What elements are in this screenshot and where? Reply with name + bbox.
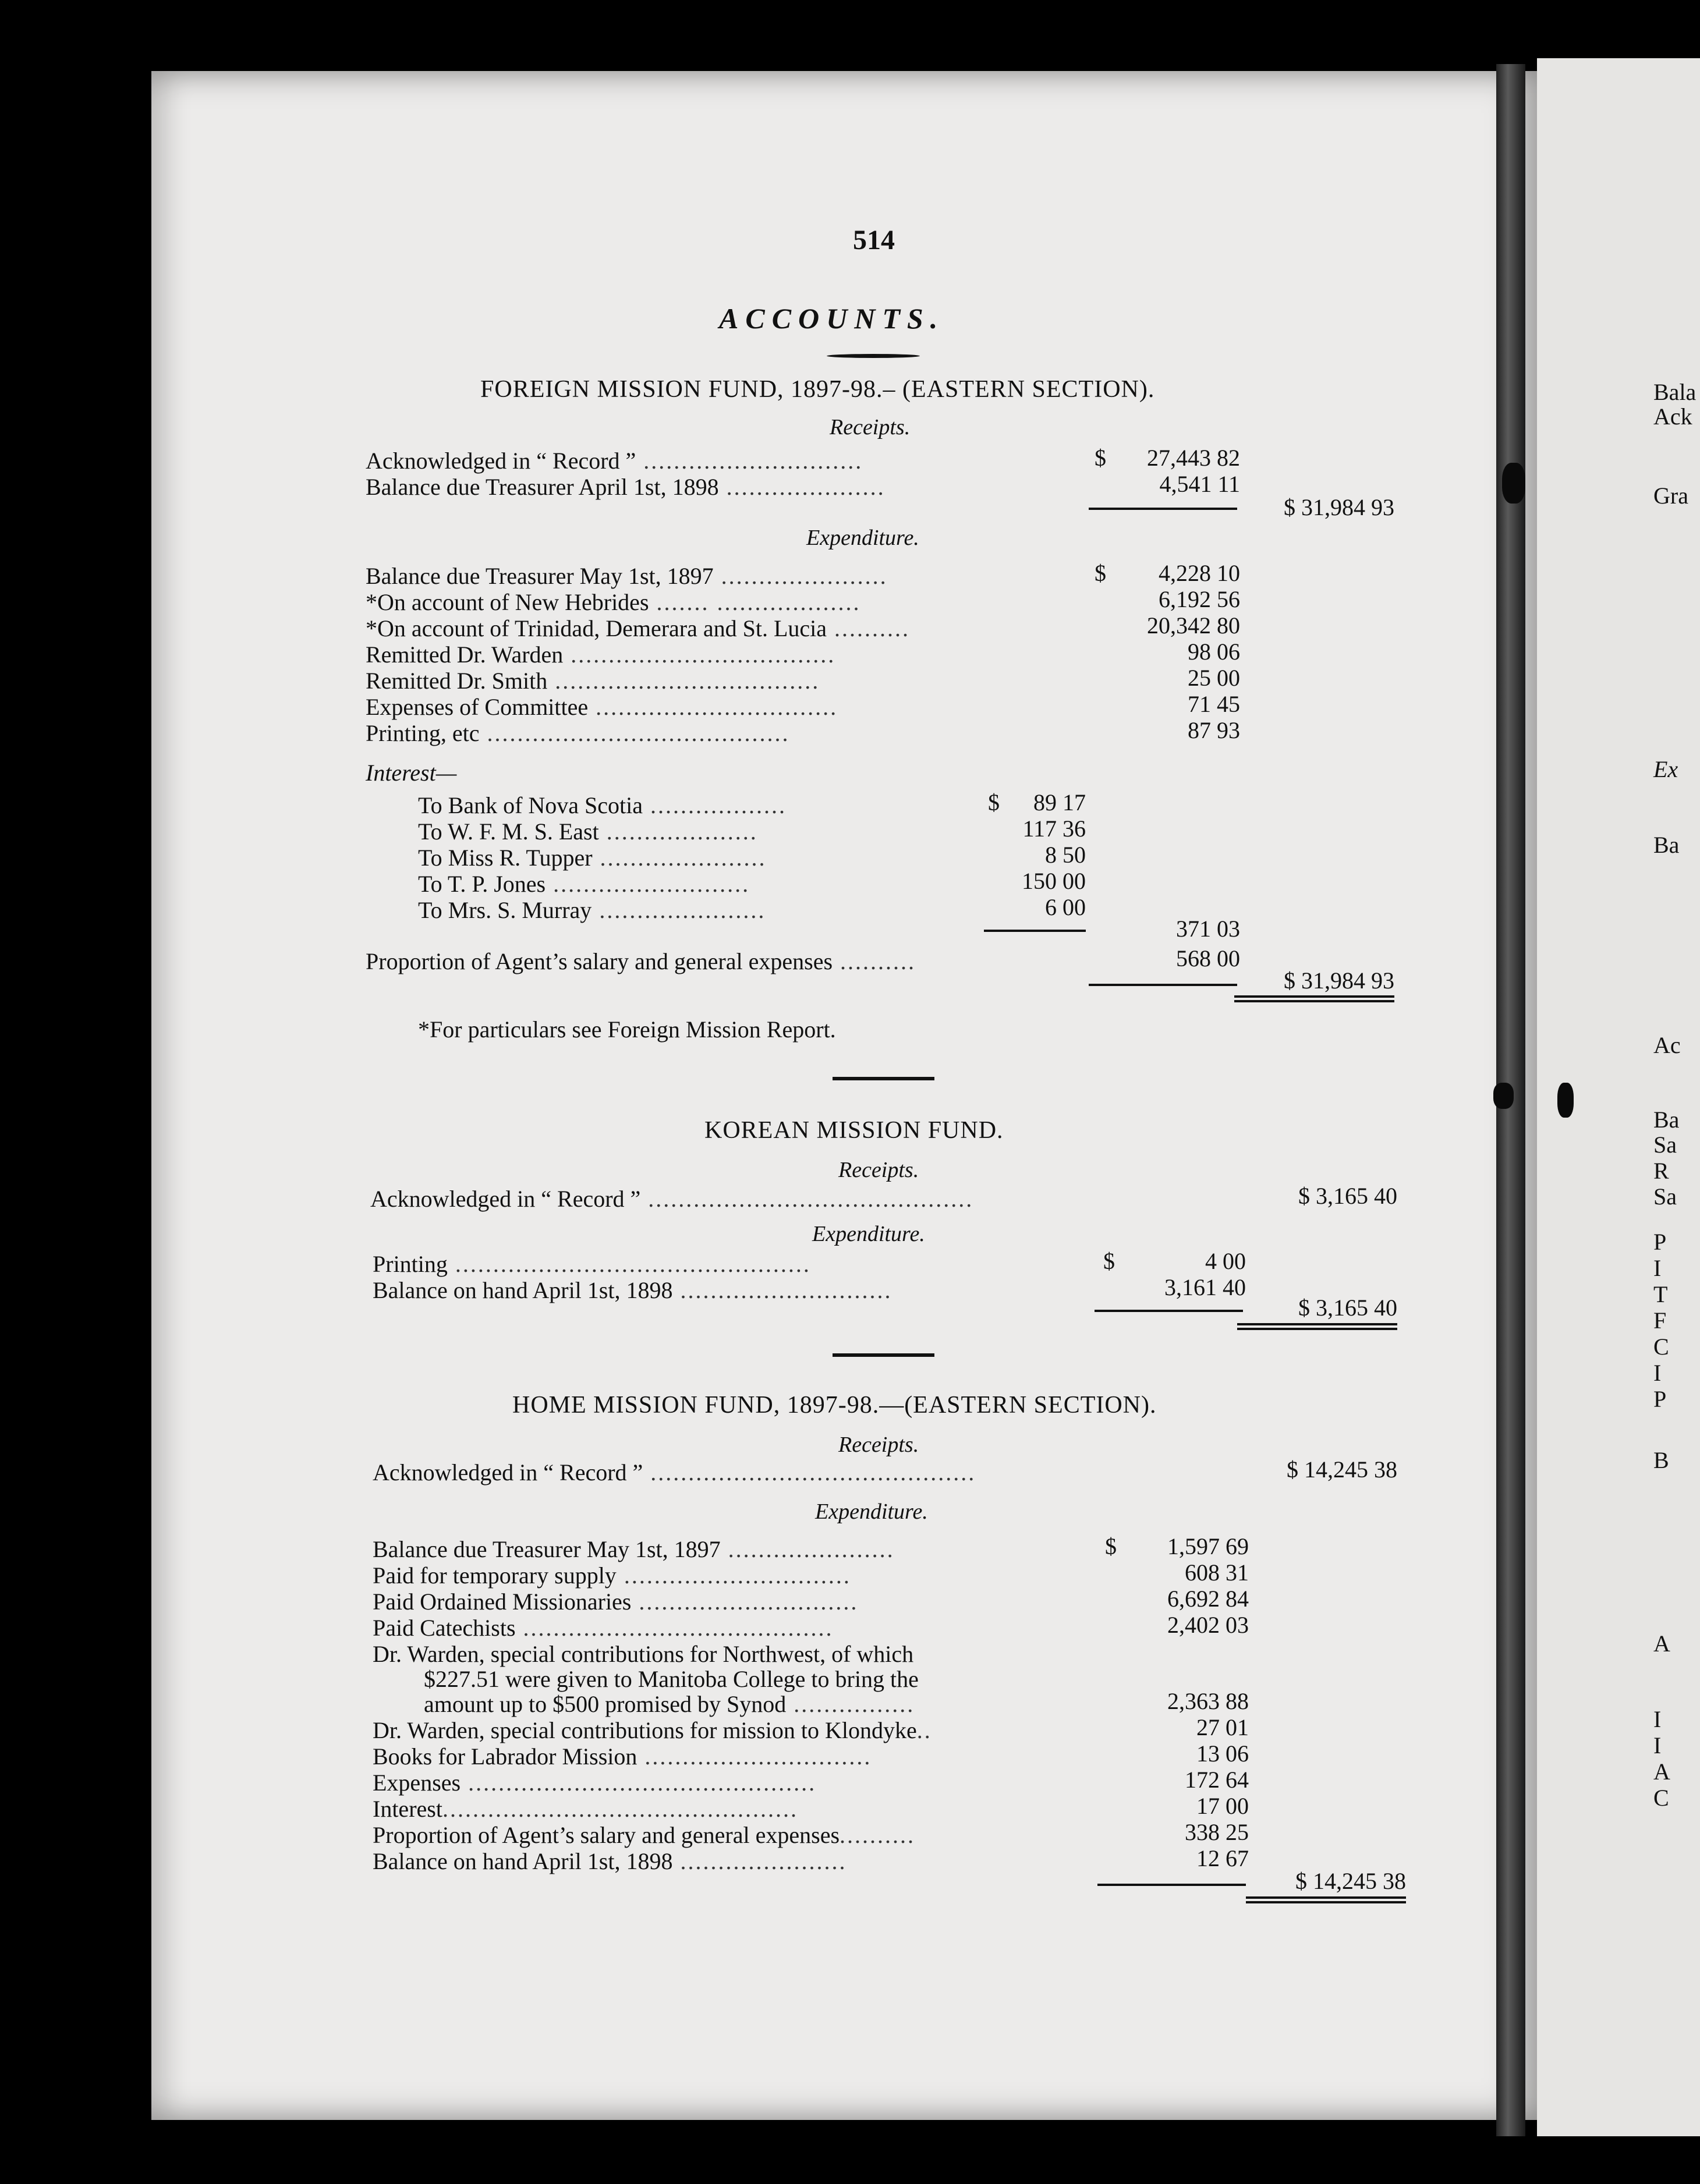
dollar-sign: $ — [988, 789, 1000, 816]
warden-line: amount up to $500 promised by Synod ................ — [424, 1691, 915, 1717]
korean-expenditure-amount: 4 00 — [1205, 1248, 1246, 1274]
home-expenditure-amount: 17 00 — [1196, 1793, 1249, 1819]
facing-page-fragment: Ba — [1653, 832, 1680, 858]
agent-salary-amount: 568 00 — [1176, 945, 1240, 972]
foreign-expenditure-row: Expenses of Committee ................................ — [366, 694, 838, 720]
total-double-rule — [1237, 1323, 1397, 1330]
subtotal-rule — [1089, 984, 1237, 986]
interest-row: To Bank of Nova Scotia .................. — [418, 792, 787, 818]
foreign-receipts-total: $ 31,984 93 — [1284, 494, 1394, 520]
korean-expenditure-row: Printing ............................................... — [373, 1251, 811, 1277]
facing-page-fragment: R — [1653, 1158, 1669, 1184]
home-expenditure-row: Balance due Treasurer May 1st, 1897 ...................... — [373, 1536, 895, 1562]
korean-receipts-label: Receipts. — [838, 1158, 919, 1182]
foreign-expenditure-amount: 87 93 — [1188, 717, 1240, 743]
facing-page-fragment: Ack — [1653, 403, 1692, 430]
facing-page-fragment: I — [1653, 1255, 1662, 1281]
foreign-expenditure-label: Expenditure. — [806, 526, 919, 550]
page-number: 514 — [853, 225, 895, 256]
foreign-footnote: *For particulars see Foreign Mission Report. — [418, 1016, 836, 1043]
facing-page-fragment: P — [1653, 1386, 1667, 1412]
home-expenditure-amount: 12 67 — [1196, 1845, 1249, 1871]
total-double-rule — [1234, 995, 1394, 1002]
warden-line: $227.51 were given to Manitoba College to bring the — [424, 1666, 919, 1692]
facing-page-fragment: C — [1653, 1785, 1669, 1811]
home-expenditure-amount: 2,402 03 — [1167, 1612, 1249, 1638]
interest-total: 371 03 — [1176, 916, 1240, 942]
interest-amount: 117 36 — [1022, 816, 1086, 842]
facing-page-fragment: A — [1653, 1630, 1670, 1657]
home-expenditure-amount: 6,692 84 — [1167, 1586, 1249, 1612]
facing-page-fragment: Sa — [1653, 1183, 1677, 1210]
foreign-receipt-row: Balance due Treasurer April 1st, 1898 ..................... — [366, 474, 886, 500]
facing-page-fragment: A — [1653, 1758, 1670, 1785]
subtotal-rule — [984, 930, 1086, 932]
foreign-expenditure-amount: 4,228 10 — [1159, 560, 1240, 586]
facing-page-fragment: Ex — [1653, 756, 1678, 782]
facing-page-fragment: P — [1653, 1229, 1667, 1255]
home-expenditure-row: Balance on hand April 1st, 1898 ...................... — [373, 1848, 847, 1874]
home-expenditure-row: Expenses .............................................. — [373, 1770, 817, 1796]
foreign-expenditure-amount: 98 06 — [1188, 639, 1240, 665]
interest-amount: 6 00 — [1045, 894, 1086, 920]
facing-page-fragment: F — [1653, 1307, 1667, 1334]
interest-amount: 89 17 — [1033, 789, 1086, 816]
foreign-expenditure-row: Remitted Dr. Warden ................................... — [366, 641, 836, 668]
facing-page-fragment: Sa — [1653, 1132, 1677, 1158]
korean-expenditure-amount: 3,161 40 — [1164, 1274, 1246, 1300]
interest-row: To Miss R. Tupper ...................... — [418, 845, 767, 871]
subtotal-rule — [1095, 1310, 1243, 1312]
facing-page-fragment: B — [1653, 1447, 1669, 1473]
subtotal-rule — [1097, 1884, 1246, 1886]
foreign-fund-title: FOREIGN MISSION FUND, 1897-98.– (EASTERN SECTION). — [480, 376, 1155, 403]
interest-label: Interest— — [366, 760, 457, 786]
foreign-expenditure-amount: 20,342 80 — [1147, 612, 1240, 639]
home-expenditure-amount: 1,597 69 — [1167, 1533, 1249, 1559]
korean-fund-title: KOREAN MISSION FUND. — [704, 1117, 1004, 1144]
home-expenditure-amount: 27 01 — [1196, 1714, 1249, 1740]
home-expenditure-amount: 338 25 — [1185, 1819, 1249, 1845]
home-expenditure-row: Dr. Warden, special contributions for mission to Klondyke.. — [373, 1717, 932, 1743]
home-expenditure-amount: 172 64 — [1185, 1767, 1249, 1793]
facing-page-fragment: Ba — [1653, 1107, 1680, 1133]
home-expenditure-row: Paid Catechists ......................................... — [373, 1615, 834, 1641]
total-double-rule — [1246, 1896, 1406, 1903]
foreign-receipt-amount: 4,541 11 — [1159, 471, 1240, 497]
dollar-sign: $ — [1095, 445, 1106, 471]
home-expenditure-row: Proportion of Agent’s salary and general expenses.......... — [373, 1822, 916, 1848]
facing-page-fragment: T — [1653, 1281, 1668, 1307]
foreign-expenditure-row: *On account of New Hebrides ....... ................... — [366, 589, 861, 615]
home-expenditure-row: Interest............................................... — [373, 1796, 798, 1822]
korean-expenditure-label: Expenditure. — [812, 1222, 925, 1246]
dollar-sign: $ — [1095, 560, 1106, 586]
foreign-expenditure-row: Printing, etc ........................................ — [366, 720, 790, 746]
dollar-sign: $ — [1105, 1533, 1117, 1559]
foreign-expenditure-row: Remitted Dr. Smith ................................... — [366, 668, 820, 694]
korean-receipt-amount: $ 3,165 40 — [1298, 1183, 1397, 1209]
foreign-expenditure-amount: 6,192 56 — [1159, 586, 1240, 612]
interest-amount: 150 00 — [1022, 868, 1086, 894]
facing-page-fragment: Gra — [1653, 483, 1688, 509]
korean-receipt-row: Acknowledged in “ Record ” ........................................... — [370, 1186, 974, 1212]
home-expenditure-label: Expenditure. — [815, 1499, 928, 1524]
ink-blot — [1493, 1083, 1514, 1109]
subtotal-rule — [1089, 508, 1237, 510]
facing-page-fragment: C — [1653, 1334, 1669, 1360]
home-receipts-label: Receipts. — [838, 1433, 919, 1457]
facing-page-fragment: I — [1653, 1706, 1662, 1732]
korean-expenditure-total: $ 3,165 40 — [1298, 1295, 1397, 1321]
foreign-expenditure-row: *On account of Trinidad, Demerara and St. Lucia .......... — [366, 615, 911, 641]
section-separator — [833, 1077, 934, 1080]
korean-expenditure-row: Balance on hand April 1st, 1898 ............................ — [373, 1277, 892, 1303]
home-fund-title: HOME MISSION FUND, 1897-98.—(EASTERN SECTION). — [512, 1392, 1157, 1419]
foreign-expenditure-amount: 71 45 — [1188, 691, 1240, 717]
foreign-receipt-amount: 27,443 82 — [1147, 445, 1240, 471]
dollar-sign: $ — [1103, 1248, 1115, 1274]
facing-page-fragment: I — [1653, 1360, 1662, 1386]
interest-amount: 8 50 — [1045, 842, 1086, 868]
foreign-receipt-row: Acknowledged in “ Record ” ............................. — [366, 448, 863, 474]
ink-blot — [1557, 1083, 1574, 1118]
home-expenditure-row: Paid for temporary supply .............................. — [373, 1562, 851, 1589]
home-expenditure-row: Books for Labrador Mission .............................. — [373, 1743, 872, 1770]
agent-salary-row: Proportion of Agent’s salary and general expenses .......... — [366, 948, 916, 974]
home-expenditure-amount: 608 31 — [1185, 1559, 1249, 1586]
home-receipt-row: Acknowledged in “ Record ” ........................................... — [373, 1459, 976, 1485]
facing-page-fragment: Ac — [1653, 1032, 1681, 1058]
home-expenditure-total: $ 14,245 38 — [1295, 1868, 1406, 1894]
interest-row: To T. P. Jones .......................... — [418, 871, 750, 897]
foreign-expenditure-total: $ 31,984 93 — [1284, 967, 1394, 994]
foreign-receipts-label: Receipts. — [830, 415, 911, 439]
facing-page-fragment: Bala — [1653, 379, 1697, 405]
ink-blot — [1502, 463, 1525, 504]
home-expenditure-amount: 2,363 88 — [1167, 1688, 1249, 1714]
home-expenditure-amount: 13 06 — [1196, 1740, 1249, 1767]
warden-line: Dr. Warden, special contributions for Northwest, of which — [373, 1641, 914, 1667]
heading-ornament — [827, 354, 920, 358]
foreign-expenditure-amount: 25 00 — [1188, 665, 1240, 691]
foreign-expenditure-row: Balance due Treasurer May 1st, 1897 ...................... — [366, 563, 888, 589]
interest-row: To Mrs. S. Murray ...................... — [418, 897, 766, 923]
interest-row: To W. F. M. S. East .................... — [418, 818, 758, 845]
home-receipt-amount: $ 14,245 38 — [1287, 1456, 1397, 1483]
facing-page-fragment: I — [1653, 1732, 1662, 1758]
page-heading: ACCOUNTS. — [719, 302, 945, 335]
home-expenditure-row: Paid Ordained Missionaries ............................. — [373, 1589, 859, 1615]
section-separator — [833, 1353, 934, 1357]
